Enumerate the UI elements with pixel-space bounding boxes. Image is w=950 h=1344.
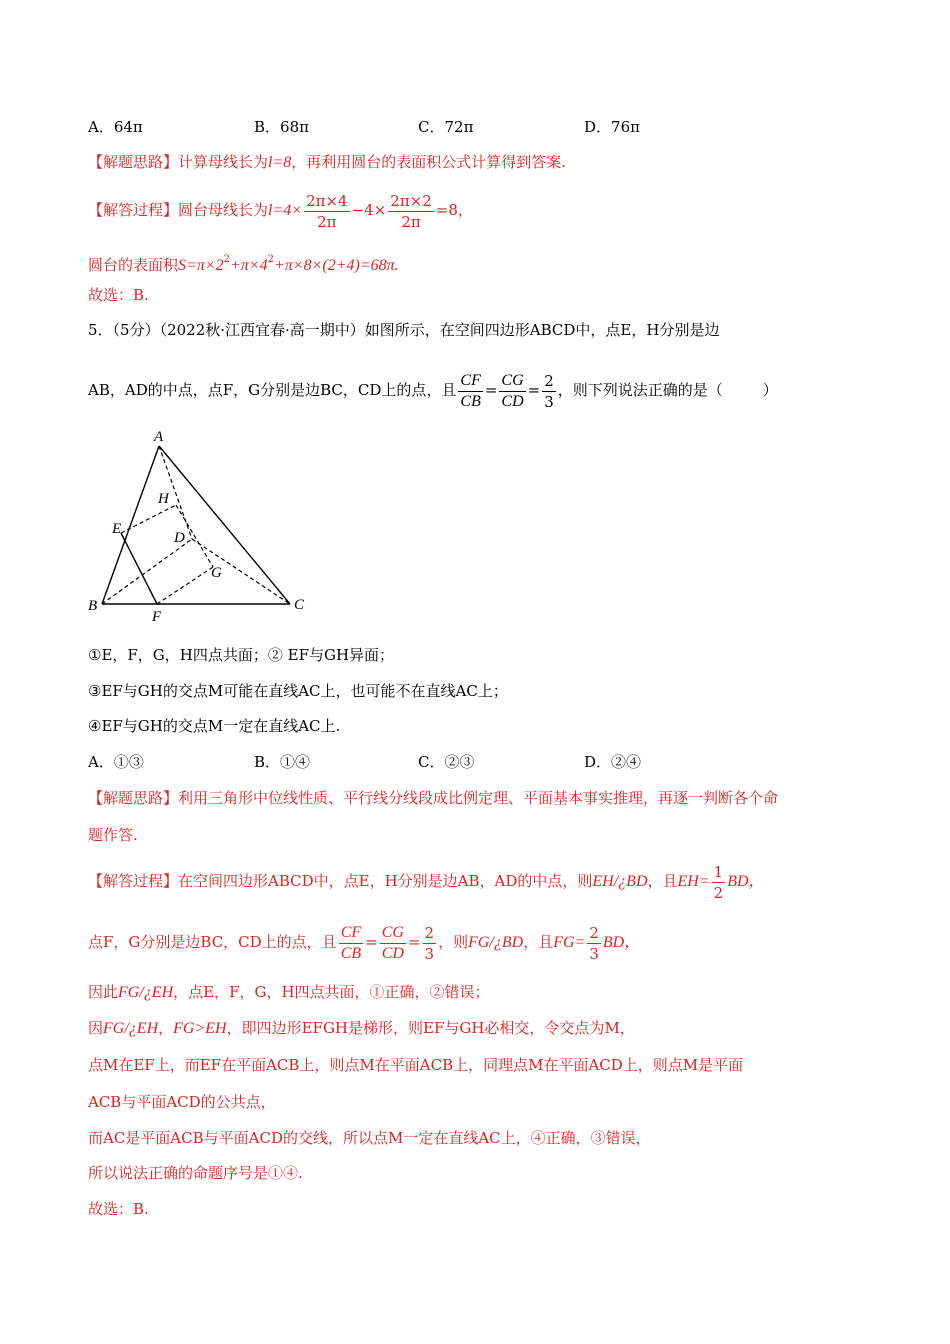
q5-process-line3: 因此FG/¿EH，点E，F，G，H四点共面，①正确，②错误； xyxy=(88,983,490,1001)
edge-fg xyxy=(157,567,213,604)
q5-process-line6: ACB与平面ACD的公共点， xyxy=(88,1093,276,1111)
fraction: $\frac{CG}{CD}$ xyxy=(501,371,524,410)
q4-option-a: A．64π xyxy=(88,118,143,136)
q5-answer: 故选：B. xyxy=(88,1200,149,1218)
edge-ef xyxy=(121,533,157,604)
q5-solution-idea: 【解题思路】利用三角形中位线性质、平行线分线段成比例定理、平面基本事实推理，再逐一判断各个命 xyxy=(88,789,779,807)
fraction: $\frac{2\pi\times 2}{2\pi}$ xyxy=(390,191,432,231)
label-b: B xyxy=(88,598,98,614)
q4-option-d: D．76π xyxy=(584,118,640,136)
fraction: $\frac{2\pi\times 4}{2\pi}$ xyxy=(306,191,348,231)
q4-option-b: B．68π xyxy=(254,118,309,136)
q5-option-d: D．②④ xyxy=(584,753,642,771)
q5-process-line7: 而AC是平面ACB与平面ACD的交线，所以点M一定在直线AC上，④正确，③错误， xyxy=(88,1129,651,1147)
q5-process-line1: 【解答过程】在空间四边形ABCD中，点E，H分别是边AB，AD的中点，则EH/¿BD，且EH= $\frac{1}{2}$ BD， xyxy=(88,862,765,902)
idea-tag: 【解题思路】 xyxy=(88,789,179,807)
label-f: F xyxy=(152,609,162,625)
label-c: C xyxy=(294,597,305,613)
edge-ab xyxy=(102,446,159,604)
label-a: A xyxy=(154,429,164,445)
q5-statement-1: ①E，F，G，H四点共面；② EF与GH异面； xyxy=(88,646,395,664)
tetrahedron-figure xyxy=(84,425,314,625)
process-tag: 【解答过程】 xyxy=(88,201,179,219)
q5-option-a: A．①③ xyxy=(88,753,144,771)
fraction: $\frac{CG}{CD}$ xyxy=(381,923,404,962)
q4-solution-process: 【解答过程】圆台母线长为l=4× $\frac{2\pi\times 4}{2\pi}$ −4× $\frac{2\pi\times 2}{2\pi}$ =8， xyxy=(88,191,473,231)
edge-eh xyxy=(121,505,176,533)
q5-statement-2: ③EF与GH的交点M可能在直线AC上，也可能不在直线AC上； xyxy=(88,682,508,700)
q5-option-b: B．①④ xyxy=(254,753,311,771)
fraction: $\frac{CF}{CB}$ xyxy=(460,371,481,410)
fraction: $\frac{2}{3}$ xyxy=(544,371,554,411)
q4-solution-idea: 【解题思路】计算母线长为l=8，再利用圆台的表面积公式计算得到答案. xyxy=(88,153,567,171)
q5-stem-line1: 5．（5分）（2022秋·江西宜春·高一期中）如图所示，在空间四边形ABCD中，点E，H分别是边 xyxy=(88,321,720,339)
label-h: H xyxy=(158,491,169,507)
q5-stem-line2: AB，AD的中点，点F，G分别是边BC，CD上的点，且 $\frac{CF}{CB}$ = $\frac{CG}{CD}$ = $\frac{2}{3}$ ，则下列说法正确的是（ ） xyxy=(88,371,778,411)
idea-tag: 【解题思路】 xyxy=(88,153,179,171)
q5-statement-3: ④EF与GH的交点M一定在直线AC上. xyxy=(88,717,341,735)
q5-process-line5: 点M在EF上，而EF在平面ACB上，则点M在平面ACB上，同理点M在平面ACD上，则点M是平面 xyxy=(88,1056,744,1074)
fraction: $\frac{2}{3}$ xyxy=(424,923,435,963)
q4-answer: 故选：B. xyxy=(88,286,149,304)
process-tag: 【解答过程】 xyxy=(88,872,179,890)
fraction: $\frac{1}{2}$ xyxy=(713,862,724,902)
q5-process-line8: 所以说法正确的命题序号是①④. xyxy=(88,1164,303,1182)
fraction: $\frac{CF}{CB}$ xyxy=(340,923,362,962)
edge-bd xyxy=(102,539,192,604)
label-e: E xyxy=(112,521,122,537)
q5-solution-idea-cont: 题作答. xyxy=(88,826,138,844)
q4-surface-area: 圆台的表面积$S=\pi\times 2^2+\pi\times 4^2+\pi\times 8\times(2+4)=68\pi$. xyxy=(88,254,399,274)
fraction: $\frac{2}{3}$ xyxy=(589,923,599,963)
label-g: G xyxy=(211,565,222,581)
q4-option-c: C．72π xyxy=(418,118,474,136)
q5-option-c: C．②③ xyxy=(418,753,475,771)
label-d: D xyxy=(174,530,185,546)
q5-process-line4: 因FG/¿EH，FG>EH，即四边形EFGH是梯形，则EF与GH必相交，令交点为M， xyxy=(88,1019,635,1037)
edge-ac xyxy=(159,446,290,604)
q5-process-line2: 点F，G分别是边BC，CD上的点，且 $\frac{CF}{CB}$ = $\frac{CG}{CD}$ = $\frac{2}{3}$ ，则FG/¿BD，且FG= $\frac{2}{3}$ BD， xyxy=(88,923,641,963)
